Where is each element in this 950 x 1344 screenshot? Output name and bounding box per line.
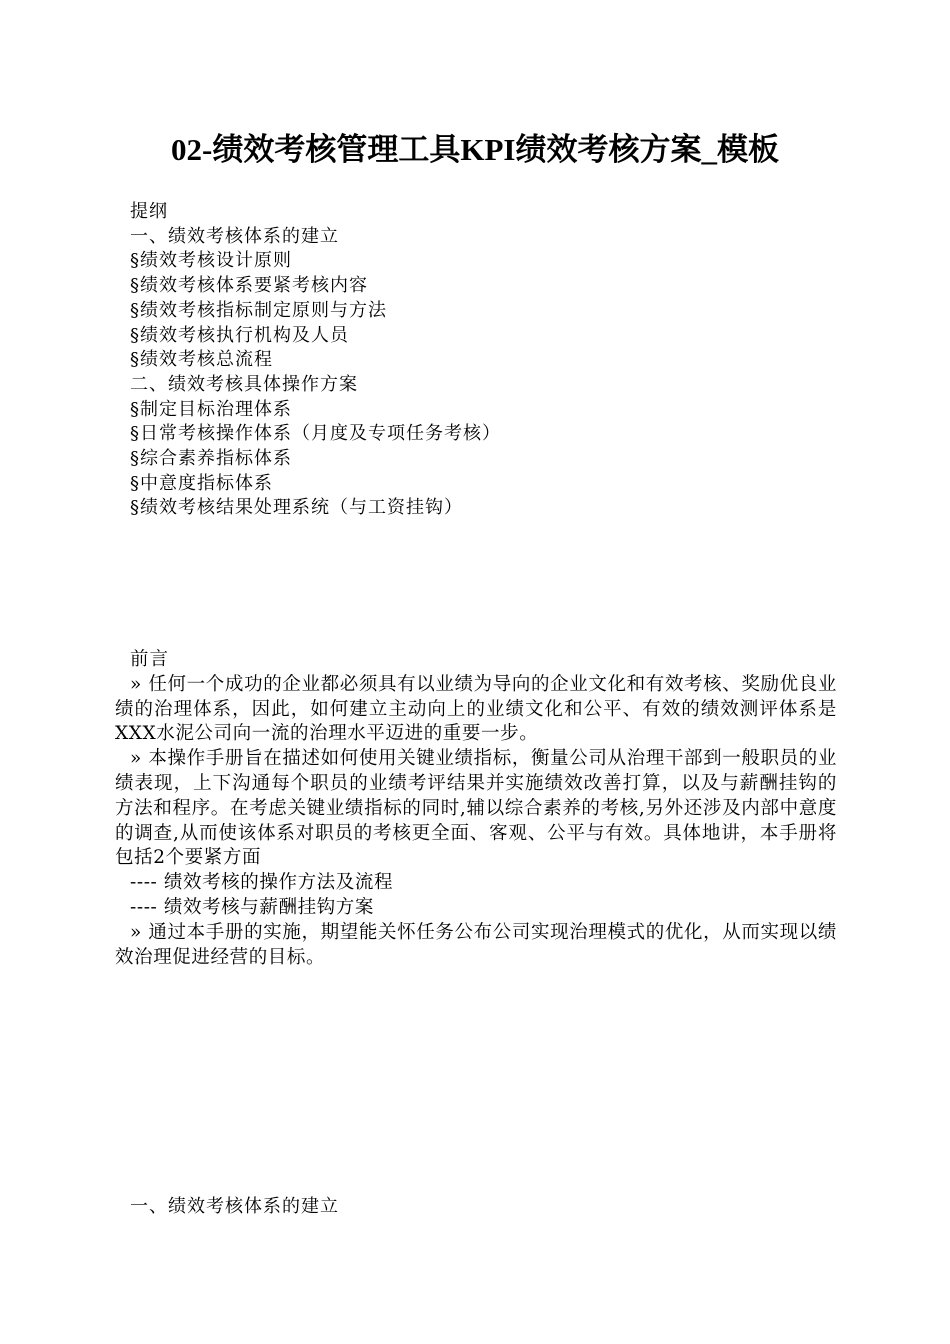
preface-subitem: ---- 绩效考核的操作方法及流程 <box>130 872 394 894</box>
outline-item: 二、绩效考核具体操作方案 <box>130 373 358 395</box>
outline-heading: 提纲 <box>130 201 168 222</box>
outline-item: §绩效考核指标制定原则与方法 <box>130 299 387 321</box>
outline-item: §综合素养指标体系 <box>130 448 292 470</box>
preface-paragraph: » 本操作手册旨在描述如何使用关键业绩指标，衡量公司从治理干部到一般职员的业绩表现，上下沟通每个职员的业绩考评结果并实施绩效改善打算，以及与薪酬挂钩的方法和程序。在考虑关键业绩指标的同时,辅以综合素养的考核,另外还涉及内部中意度的调查,从而使该体系对职员的考核更全面、客观、公平与有效。具体地讲，本手册将包括2个要紧方面 <box>115 748 837 869</box>
outline-item: §制定目标治理体系 <box>130 398 292 420</box>
document-title: 02-绩效考核管理工具KPI绩效考核方案_模板 <box>171 132 779 167</box>
outline-item: §绩效考核体系要紧考核内容 <box>130 275 368 297</box>
outline-section <box>130 200 830 521</box>
preface-section <box>115 648 837 970</box>
preface-heading: 前言 <box>130 649 170 670</box>
preface-paragraph: » 任何一个成功的企业都必须具有以业绩为导向的企业文化和有效考核、奖励优良业绩的治理体系，因此，如何建立主动向上的业绩文化和公平、有效的绩效测评体系是XXX水泥公司向一流的治理水平迈进的重要一步。 <box>115 673 837 745</box>
outline-item: 一、绩效考核体系的建立 <box>130 225 339 247</box>
outline-item: §中意度指标体系 <box>130 472 273 494</box>
outline-item: §绩效考核执行机构及人员 <box>130 324 349 346</box>
outline-item: §绩效考核总流程 <box>130 349 273 371</box>
outline-item: §日常考核操作体系（月度及专项任务考核） <box>130 423 501 445</box>
outline-item: §绩效考核结果处理系统（与工资挂钩） <box>130 497 463 519</box>
outline-item: §绩效考核设计原则 <box>130 250 292 272</box>
preface-paragraph: » 通过本手册的实施，期望能关怀任务公布公司实现治理模式的优化，从而实现以绩效治理促进经营的目标。 <box>115 921 837 968</box>
preface-subitem: ---- 绩效考核与薪酬挂钩方案 <box>130 896 374 918</box>
section-heading: 一、绩效考核体系的建立 <box>130 1196 339 1217</box>
